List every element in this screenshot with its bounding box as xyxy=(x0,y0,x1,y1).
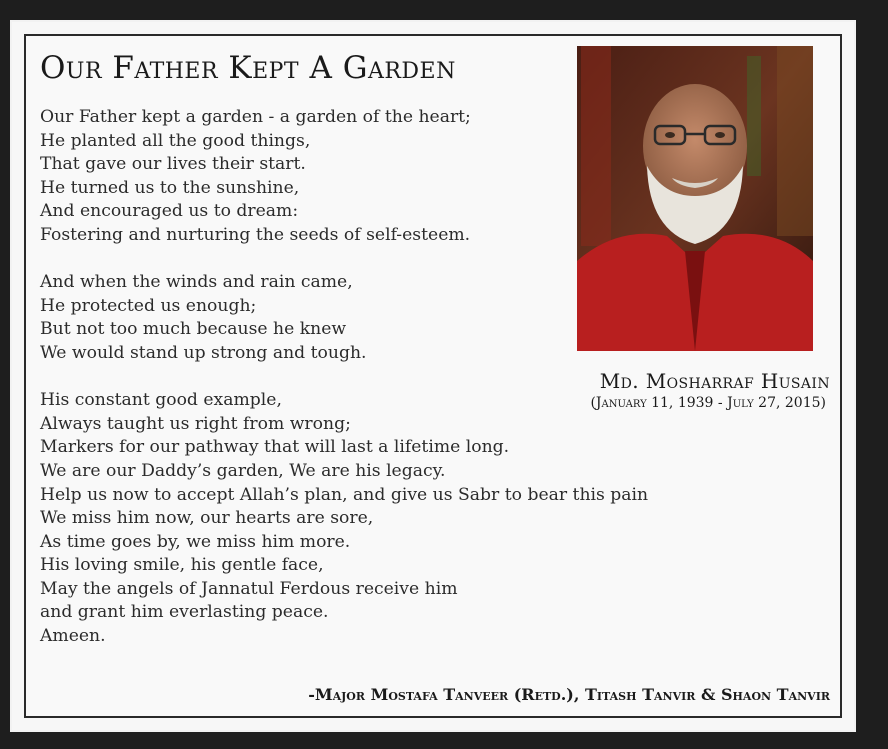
poem-title: Our Father Kept A Garden xyxy=(40,50,456,86)
poem-line: He turned us to the sunshine, xyxy=(40,177,300,198)
poem-line: Ameen. xyxy=(40,626,106,647)
poem-line: We are our Daddy’s garden, We are his legacy. xyxy=(40,460,446,481)
poem-line: And when the winds and rain came, xyxy=(40,272,353,293)
poem-line: Our Father kept a garden - a garden of the heart; xyxy=(40,107,471,127)
card-border xyxy=(24,34,842,718)
poem-line: We would stand up strong and tough. xyxy=(40,342,367,363)
person-name: Md. Mosharraf Husain xyxy=(599,369,830,393)
poem-line: Help us now to accept Allah’s plan, and give us Sabr to bear this pain xyxy=(40,484,649,505)
poem-line: That gave our lives their start. xyxy=(40,154,306,175)
person-dates: (January 11, 1939 - July 27, 2015) xyxy=(590,395,826,411)
portrait-illustration xyxy=(577,46,813,351)
poem-line: And encouraged us to dream: xyxy=(40,201,299,222)
poem-line: His loving smile, his gentle face, xyxy=(40,555,324,576)
poem-line: Fostering and nurturing the seeds of self-esteem. xyxy=(40,224,471,245)
poem-line: May the angels of Jannatul Ferdous receive him xyxy=(40,578,458,599)
poem-stanza-3 xyxy=(40,389,760,649)
poem-line: He planted all the good things, xyxy=(40,130,311,151)
signature-line: -Major Mostafa Tanveer (Retd.), Titash Tanvir & Shaon Tanvir xyxy=(308,685,830,704)
memorial-card xyxy=(10,20,856,732)
poem-line: As time goes by, we miss him more. xyxy=(40,531,351,552)
portrait-photo xyxy=(577,46,813,351)
poem-line: We miss him now, our hearts are sore, xyxy=(40,508,374,529)
poem-line: Always taught us right from wrong; xyxy=(40,413,351,434)
poem-line: His constant good example, xyxy=(40,390,282,411)
poem-line: Markers for our pathway that will last a lifetime long. xyxy=(40,437,510,458)
poem-line: and grant him everlasting peace. xyxy=(40,602,329,623)
poem-line: He protected us enough; xyxy=(40,295,257,316)
poem-line: But not too much because he knew xyxy=(40,319,347,340)
